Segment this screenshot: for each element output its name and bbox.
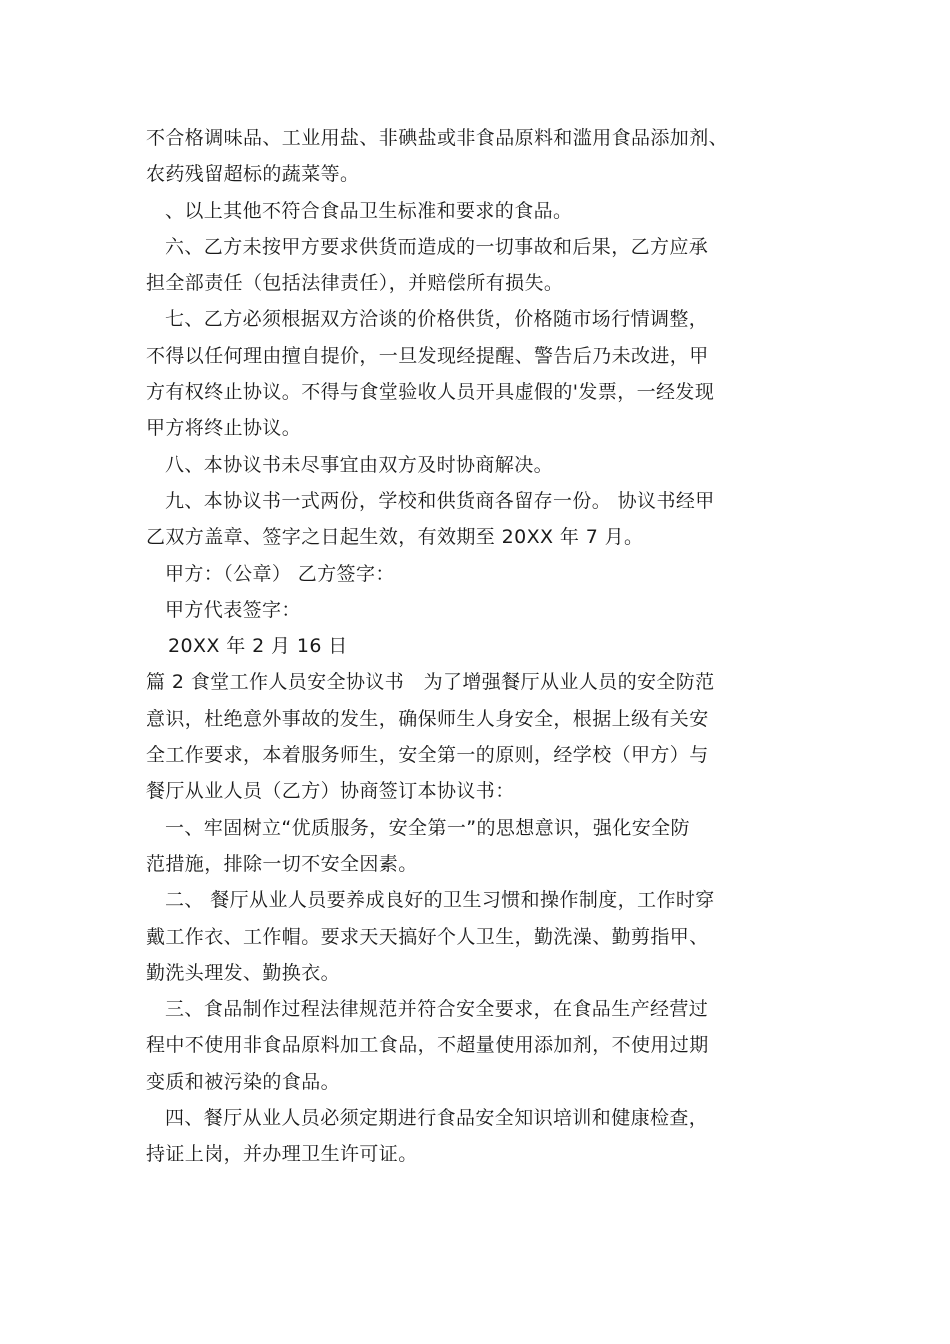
text-line: 持证上岗，并办理卫生许可证。 [146, 1143, 418, 1166]
text-line: 范措施，排除一切不安全因素。 [146, 852, 418, 875]
text-line: 六、乙方未按甲方要求供货而造成的一切事故和后果，乙方应承 [165, 235, 709, 258]
text-line: 程中不使用非食品原料加工食品，不超量使用添加剂，不使用过期 [146, 1034, 709, 1057]
text-line: 方有权终止协议。不得与食堂验收人员开具虚假的'发票，一经发现 [146, 381, 715, 404]
text-line: 甲方代表签字： [165, 598, 301, 621]
text-line: 九、本协议书一式两份，学校和供货商各留存一份。 协议书经甲 [165, 489, 715, 512]
text-line: 七、乙方必须根据双方洽谈的价格供货，价格随市场行情调整， [165, 308, 709, 331]
text-line: 甲方将终止协议。 [146, 417, 302, 440]
text-line: 农药残留超标的蔬菜等。 [146, 163, 360, 186]
text-line: 变质和被污染的食品。 [146, 1070, 341, 1093]
text-line: 四、餐厅从业人员必须定期进行食品安全知识培训和健康检查， [165, 1107, 709, 1130]
text-line: 乙双方盖章、签字之日起生效，有效期至 20XX 年 7 月。 [146, 526, 644, 549]
text-line: 餐厅从业人员（乙方）协商签订本协议书： [146, 780, 515, 803]
document-body [146, 120, 826, 1173]
text-line: 一、牢固树立“优质服务，安全第一”的思想意识，强化安全防 [165, 816, 690, 839]
text-line: 不得以任何理由擅自提价，一旦发现经提醒、警告后乃未改进，甲 [146, 344, 709, 367]
text-line: 篇 2 食堂工作人员安全协议书 为了增强餐厅从业人员的安全防范 [146, 671, 715, 694]
text-line: 戴工作衣、工作帽。要求天天搞好个人卫生，勤洗澡、勤剪指甲、 [146, 925, 709, 948]
text-line: 担全部责任（包括法律责任），并赔偿所有损失。 [146, 272, 564, 295]
text-line: 意识，杜绝意外事故的发生，确保师生人身安全，根据上级有关安 [146, 707, 709, 730]
text-line: 全工作要求，本着服务师生，安全第一的原则，经学校（甲方）与 [146, 744, 709, 767]
text-line: 20XX 年 2 月 16 日 [168, 635, 348, 658]
text-line: 勤洗头理发、勤换衣。 [146, 961, 341, 984]
text-line: 三、食品制作过程法律规范并符合安全要求，在食品生产经营过 [165, 998, 709, 1021]
text-line: 甲方：（公章） 乙方签字： [165, 562, 395, 585]
text-line: 八、本协议书未尽事宜由双方及时协商解决。 [165, 453, 554, 476]
text-line: 二、 餐厅从业人员要养成良好的卫生习惯和操作制度，工作时穿 [165, 889, 715, 912]
text-line: 、以上其他不符合食品卫生标准和要求的食品。 [165, 199, 573, 222]
text-line: 不合格调味品、工业用盐、非碘盐或非食品原料和滥用食品添加剂、 [146, 127, 729, 149]
